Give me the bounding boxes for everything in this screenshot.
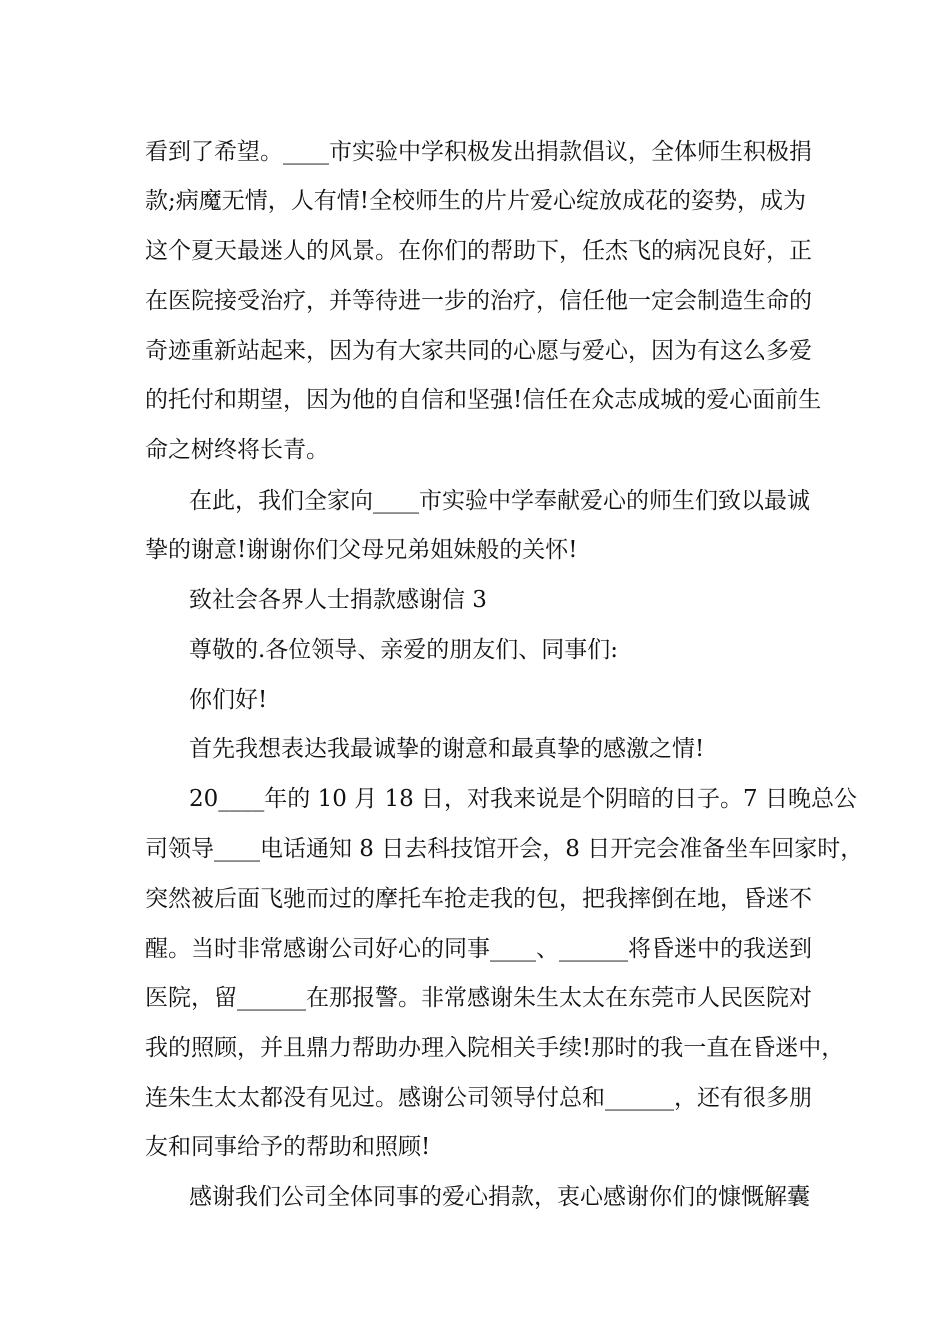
- paragraph-line: 感谢我们公司全体同事的爱心捐款，衷心感谢你们的慷慨解囊: [189, 1184, 810, 1210]
- paragraph-line: 突然被后面飞驰而过的摩托车抢走我的包，把我摔倒在地，昏迷不: [145, 886, 812, 912]
- intro-line: 首先我想表达我最诚挚的谢意和最真挚的感激之情!: [189, 736, 705, 762]
- paragraph-line: 友和同事给予的帮助和照顾!: [145, 1134, 431, 1160]
- paragraph-line: 20____年的 10 月 18 日，对我来说是个阴暗的日子。7 日晚总公: [189, 786, 857, 812]
- paragraph-line: 奇迹重新站起来，因为有大家共同的心愿与爱心，因为有这么多爱: [145, 338, 812, 364]
- paragraph-line: 在此，我们全家向____市实验中学奉献爱心的师生们致以最诚: [189, 488, 810, 514]
- paragraph-line: 这个夏天最迷人的风景。在你们的帮助下，任杰飞的病况良好，正: [145, 238, 812, 264]
- paragraph-line: 看到了希望。____市实验中学积极发出捐款倡议，全体师生积极捐: [145, 139, 812, 165]
- paragraph-line: 连朱生太太都没有见过。感谢公司领导付总和______，还有很多朋: [145, 1085, 812, 1111]
- paragraph-line: 的托付和期望，因为他的自信和坚强!信任在众志成城的爱心面前生: [145, 387, 822, 413]
- greeting: 你们好!: [189, 687, 268, 713]
- paragraph-line: 命之树终将长青。: [145, 437, 329, 463]
- letter-title: 致社会各界人士捐款感谢信 3: [189, 587, 487, 613]
- paragraph-line: 挚的谢意!谢谢你们父母兄弟姐妹般的关怀!: [145, 537, 578, 563]
- paragraph-line: 司领导____电话通知 8 日去科技馆开会，8 日开完会准备坐车回家时，: [145, 836, 864, 862]
- paragraph-line: 在医院接受治疗，并等待进一步的治疗，信任他一定会制造生命的: [145, 288, 812, 314]
- paragraph-line: 我的照顾，并且鼎力帮助办理入院相关手续!那时的我一直在昏迷中，: [145, 1035, 845, 1061]
- paragraph-line: 款;病魔无情，人有情!全校师生的片片爱心绽放成花的姿势，成为: [145, 188, 806, 214]
- paragraph-line: 醒。当时非常感谢公司好心的同事____、______将昏迷中的我送到: [145, 936, 812, 962]
- paragraph-line: 医院，留______在那报警。非常感谢朱生太太在东莞市人民医院对: [145, 985, 812, 1011]
- salutation: 尊敬的.各位领导、亲爱的朋友们、同事们:: [189, 637, 619, 663]
